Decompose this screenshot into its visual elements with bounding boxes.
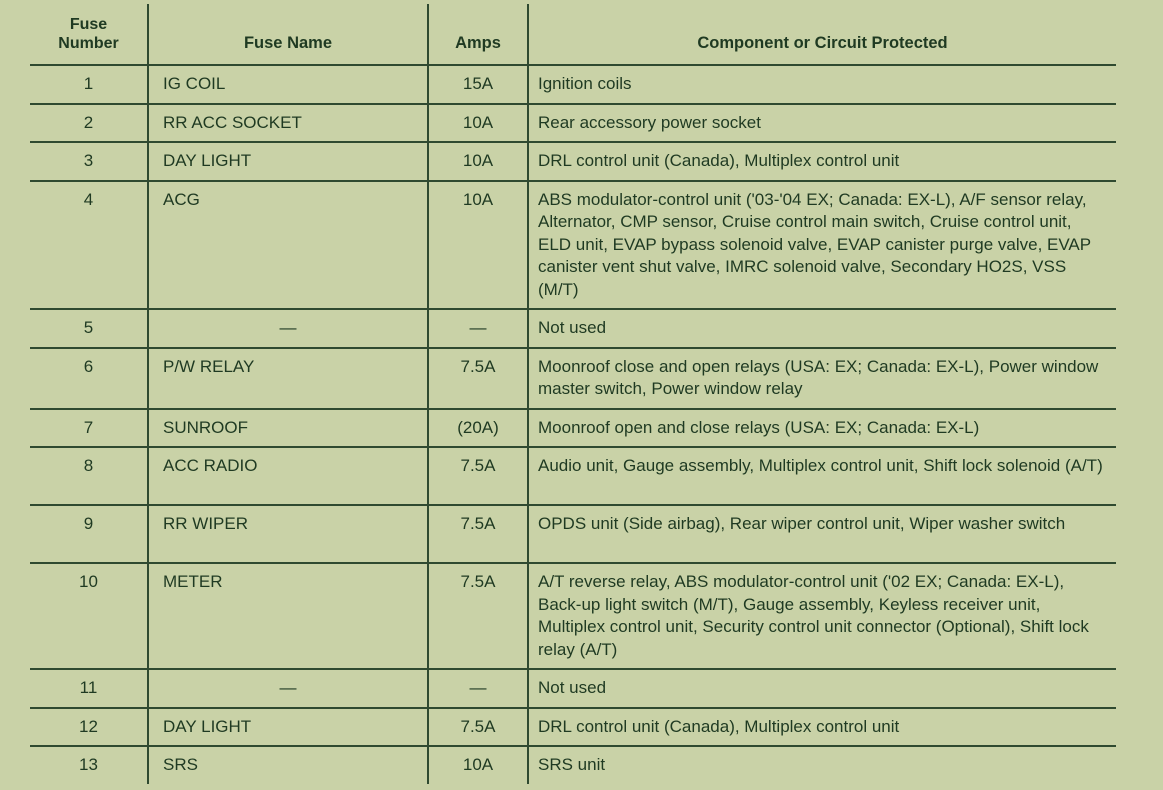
- fuse-name-cell: DAY LIGHT: [148, 142, 428, 181]
- header-row: [30, 4, 1116, 65]
- fuse-number-cell: 6: [83, 356, 94, 376]
- fuse-name-cell: ACC RADIO: [148, 447, 428, 505]
- fuse-component-cell: Rear accessory power socket: [528, 104, 1116, 143]
- fuse-name-cell: RR ACC SOCKET: [148, 104, 428, 143]
- table-row: [30, 181, 1116, 310]
- fuse-name-cell: DAY LIGHT: [148, 708, 428, 747]
- fuse-number-cell: 1: [83, 74, 94, 93]
- fuse-component-cell: Moonroof open and close relays (USA: EX; Canada: EX-L): [528, 409, 1116, 448]
- fuse-number-cell: 2: [83, 112, 94, 132]
- fuse-amps-cell: (20A): [428, 409, 528, 448]
- table-row: [30, 708, 1116, 747]
- fuse-amps-cell: 7.5A: [428, 563, 528, 669]
- fuse-table: [30, 4, 1116, 784]
- fuse-component-cell: DRL control unit (Canada), Multiplex control unit: [528, 142, 1116, 181]
- fuse-amps-cell: —: [428, 669, 528, 708]
- header-fuse-number: [30, 4, 148, 65]
- fuse-component-cell: ABS modulator-control unit ('03-'04 EX; Canada: EX-L), A/F sensor relay, Alternator, CMP sensor, Cruise control main switch, Cruise control unit, ELD unit, EVAP bypass solenoid valve, EVAP canister purge valve, EVAP canister vent shut valve, IMRC solenoid valve, Secondary HO2S, VSS (M/T): [528, 181, 1116, 310]
- fuse-number-cell: 8: [83, 456, 94, 475]
- fuse-component-cell: Ignition coils: [528, 65, 1116, 104]
- table-row: [30, 669, 1116, 708]
- fuse-component-cell: DRL control unit (Canada), Multiplex control unit: [528, 708, 1116, 747]
- fuse-amps-cell: 15A: [428, 65, 528, 104]
- fuse-amps-cell: 10A: [428, 181, 528, 310]
- fuse-name-cell: SRS: [148, 746, 428, 784]
- fuse-amps-cell: —: [428, 309, 528, 348]
- header-component: Component or Circuit Protected: [528, 4, 1116, 65]
- table-row: [30, 409, 1116, 448]
- table-row: [30, 505, 1116, 563]
- fuse-name-cell: —: [148, 669, 428, 708]
- fuse-amps-cell: 7.5A: [428, 708, 528, 747]
- fuse-number-cell: 10: [79, 572, 98, 591]
- header-amps: Amps: [428, 4, 528, 65]
- table-row: [30, 142, 1116, 181]
- table-row: [30, 348, 1116, 409]
- fuse-amps-cell: 7.5A: [428, 348, 528, 409]
- table-row: [30, 746, 1116, 784]
- fuse-name-cell: SUNROOF: [148, 409, 428, 448]
- fuse-number-cell: 4: [83, 189, 94, 209]
- fuse-number-cell: 7: [83, 417, 94, 437]
- fuse-name-cell: P/W RELAY: [148, 348, 428, 409]
- fuse-component-cell: Not used: [528, 309, 1116, 348]
- fuse-amps-cell: 10A: [428, 104, 528, 143]
- header-fuse-number-line1: Fuse: [69, 16, 108, 33]
- fuse-number-cell: 9: [83, 514, 94, 533]
- fuse-amps-cell: 7.5A: [428, 447, 528, 505]
- fuse-amps-cell: 10A: [428, 746, 528, 784]
- header-fuse-number-line2: Number: [58, 35, 119, 52]
- table-row: [30, 563, 1116, 669]
- fuse-name-cell: ACG: [148, 181, 428, 310]
- fuse-amps-cell: 10A: [428, 142, 528, 181]
- fuse-name-cell: RR WIPER: [148, 505, 428, 563]
- fuse-component-cell: A/T reverse relay, ABS modulator-control unit ('02 EX; Canada: EX-L), Back-up light switch (M/T), Gauge assembly, Keyless receiver unit, Multiplex control unit, Security control unit connector (Optional), Shift lock relay (A/T): [528, 563, 1116, 669]
- fuse-number-cell: 5: [83, 318, 94, 337]
- fuse-number-cell: 3: [83, 151, 94, 170]
- fuse-number-cell: 12: [79, 716, 98, 736]
- fuse-number-cell: 11: [79, 678, 98, 697]
- fuse-component-cell: Audio unit, Gauge assembly, Multiplex control unit, Shift lock solenoid (A/T): [528, 447, 1116, 505]
- fuse-component-cell: OPDS unit (Side airbag), Rear wiper control unit, Wiper washer switch: [528, 505, 1116, 563]
- fuse-name-cell: METER: [148, 563, 428, 669]
- table-row: [30, 104, 1116, 143]
- table-row: [30, 65, 1116, 104]
- header-fuse-name: Fuse Name: [148, 4, 428, 65]
- fuse-component-cell: Not used: [528, 669, 1116, 708]
- fuse-name-cell: —: [148, 309, 428, 348]
- fuse-name-cell: IG COIL: [148, 65, 428, 104]
- table-row: [30, 447, 1116, 505]
- fuse-component-cell: Moonroof close and open relays (USA: EX; Canada: EX-L), Power window master switch, Power window relay: [528, 348, 1116, 409]
- fuse-component-cell: SRS unit: [528, 746, 1116, 784]
- fuse-amps-cell: 7.5A: [428, 505, 528, 563]
- table-row: [30, 309, 1116, 348]
- fuse-number-cell: 13: [79, 755, 98, 774]
- table-body: [30, 65, 1116, 784]
- table-header: [30, 4, 1116, 65]
